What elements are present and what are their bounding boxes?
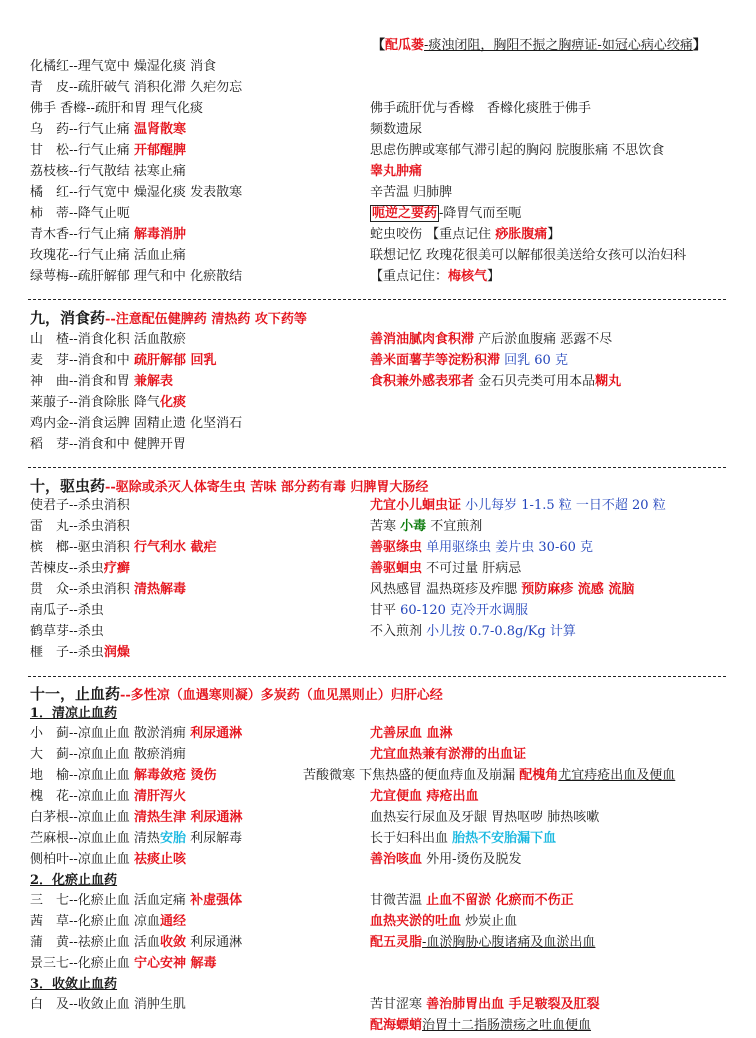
herb-row — [30, 622, 104, 642]
herb-effects: --行气散结 祛寒止痛 — [69, 164, 186, 179]
note-text: 甘平 — [370, 603, 401, 618]
herb-name: 神 曲 — [30, 374, 70, 389]
herb-row — [30, 267, 242, 287]
top-note — [372, 36, 706, 56]
qi-note-7 — [370, 225, 560, 245]
sec10-note-5 — [370, 580, 634, 600]
herb-effects: --杀虫 — [69, 561, 104, 576]
herb-row — [30, 99, 203, 119]
herb-row — [30, 643, 130, 663]
group-2-heading: 2．化瘀止血药 — [30, 873, 118, 888]
herb-effects: --收敛止血 消肿生肌 — [69, 997, 186, 1012]
herb-effects: --疏肝和胃 理气化痰 — [86, 101, 204, 116]
note-text: 不入煎剂 — [370, 624, 427, 639]
herb-row — [30, 850, 186, 870]
note-highlight: 善驱绦虫 — [370, 540, 423, 555]
herb-effects: 利尿通淋 — [185, 935, 243, 950]
note-highlight: 善消油腻肉食积滞 — [370, 332, 475, 347]
note-text: 思虑伤脾或寒郁气滞引起的胸闷 脘腹胀痛 不思饮食 — [370, 143, 665, 158]
note-text: 回乳 60 克 — [500, 353, 568, 368]
note-highlight: 善治肺胃出血 手足皲裂及肛裂 — [426, 997, 600, 1012]
sec11-note-6 — [370, 829, 556, 849]
herb-highlight: 祛痰止咳 — [133, 852, 186, 867]
note-highlight: 胎热不安胎漏下血 — [452, 831, 557, 846]
herb-effects: --凉血止血 — [69, 810, 134, 825]
herb-name: 青木香 — [30, 227, 70, 242]
sec9-note-2 — [370, 351, 568, 371]
herb-highlight: 清肝泻火 — [133, 789, 186, 804]
note-text: 风热感冒 温热斑疹及痄腮 — [370, 582, 522, 597]
note-text: 【重点记住： — [370, 269, 449, 284]
note-highlight: 血热夹淤的吐血 — [370, 914, 462, 929]
herb-effects: --凉血止血 — [69, 789, 134, 804]
qi-note-5 — [370, 183, 452, 203]
herb-name: 茜 草 — [30, 914, 70, 929]
herb-row — [30, 538, 216, 558]
bracket-close: 】 — [692, 38, 706, 53]
herb-row — [30, 933, 242, 953]
herb-highlight: 开郁醒脾 — [133, 143, 186, 158]
qi-note-2 — [370, 120, 422, 140]
note-highlight: 配五灵脂 — [370, 935, 423, 950]
herb-highlight: 化痰 — [159, 395, 186, 410]
note-highlight: 糊丸 — [595, 374, 622, 389]
herb-effects: --化瘀止血 — [69, 956, 134, 971]
note-text: 尤宜痔疮出血及便血 — [558, 768, 676, 783]
herb-effects: --行气止痛 — [69, 143, 134, 158]
note-text: 炒炭止血 — [461, 914, 518, 929]
herb-row — [30, 808, 242, 828]
sec9-note-1 — [370, 330, 612, 350]
herb-effects: --消食和中 健脾开胃 — [69, 437, 186, 452]
note-text: 血热妄行尿血及牙龈 胃热呕哕 肺热咳嗽 — [370, 810, 600, 825]
herb-effects: --行气止痛 活血止痛 — [69, 248, 186, 263]
note-text-blue: 60-120 克冷开水调服 — [400, 603, 529, 618]
sec11-note-2 — [370, 745, 526, 765]
section-title: 十，驱虫药 — [30, 477, 106, 495]
top-term: 配瓜蒌 — [385, 38, 425, 53]
herb-row — [30, 745, 186, 765]
note-highlight: 善米面薯芋等淀粉积滞 — [370, 353, 501, 368]
herb-highlight: 疏肝解郁 回乳 — [133, 353, 217, 368]
herb-effects: --消食和中 — [69, 353, 134, 368]
note-text: 治胃十二指肠溃疡之吐血便血 — [422, 1018, 592, 1033]
herb-effects: --疏肝解郁 理气和中 化瘀散结 — [69, 269, 243, 284]
herb-effects: --杀虫消积 — [69, 519, 130, 534]
herb-name: 化橘红 — [30, 59, 70, 74]
note-text-blue: 小儿按 0.7-0.8g/Kg 计算 — [426, 624, 576, 639]
sec10-note-6 — [370, 601, 528, 621]
herb-name: 槟 榔 — [30, 540, 70, 555]
herb-effects: --杀虫 — [69, 645, 104, 660]
sec11-note-8 — [370, 891, 574, 911]
herb-name: 白茅根 — [30, 810, 70, 825]
bracket-open: 【 — [372, 38, 386, 53]
qi-note-6 — [370, 204, 521, 224]
herb-name: 榧 子 — [30, 645, 70, 660]
qi-note-3 — [370, 141, 664, 161]
herb-name: 槐 花 — [30, 789, 70, 804]
herb-row — [30, 766, 216, 786]
herb-effects: 利尿解毒 — [185, 831, 243, 846]
herb-effects: --化瘀止血 凉血 — [69, 914, 160, 929]
herb-row — [30, 330, 186, 350]
herb-effects: --消食和胃 — [69, 374, 134, 389]
herb-effects: --凉血止血 散淤消痈 — [69, 726, 191, 741]
herb-name: 橘 红 — [30, 185, 70, 200]
sec11-note-1 — [370, 724, 453, 744]
herb-effects: --凉血止血 — [69, 768, 134, 783]
herb-row — [30, 496, 130, 516]
herb-highlight: 疗癣 — [103, 561, 130, 576]
sec10-note-7 — [370, 622, 576, 642]
divider — [28, 299, 726, 300]
sec10-note-3 — [370, 538, 593, 558]
note-highlight: 善治咳血 — [370, 852, 423, 867]
herb-name: 小 蓟 — [30, 726, 70, 741]
group-3-heading: 3．收敛止血药 — [30, 977, 118, 992]
herb-effects: --消食化积 活血散瘀 — [69, 332, 186, 347]
herb-row — [30, 141, 186, 161]
herb-highlight: 安胎 — [159, 831, 186, 846]
sec10-note-2 — [370, 517, 482, 537]
herb-effects: --消食除胀 降气 — [69, 395, 160, 410]
herb-name: 贯 众 — [30, 582, 70, 597]
herb-effects: --凉血止血 散瘀消痈 — [69, 747, 186, 762]
herb-name: 雷 丸 — [30, 519, 70, 534]
herb-effects: --理气宽中 燥湿化痰 消食 — [69, 59, 217, 74]
herb-name: 玫瑰花 — [30, 248, 70, 263]
herb-highlight: 行气利水 截疟 — [133, 540, 217, 555]
herb-name: 乌 药 — [30, 122, 70, 137]
herb-row — [30, 787, 186, 807]
herb-name: 稻 芽 — [30, 437, 70, 452]
sec11-note-11 — [370, 995, 600, 1015]
note-highlight: 尤宜便血 痔疮出血 — [370, 789, 479, 804]
herb-name: 三 七 — [30, 893, 70, 908]
herb-name: 侧柏叶 — [30, 852, 70, 867]
herb-highlight: 兼解表 — [133, 374, 173, 389]
note-text: 苦甘涩寒 — [370, 997, 427, 1012]
herb-row — [30, 829, 242, 849]
note-text: 金石贝壳类可用本品 — [474, 374, 596, 389]
note-text: 长于妇科出血 — [370, 831, 453, 846]
herb-highlight: 解毒敛疮 烫伤 — [133, 768, 217, 783]
note-highlight: 小毒 — [400, 519, 427, 534]
qi-note-9 — [370, 267, 500, 287]
top-rest: -痰浊闭阻，胸阳不振之胸痹证-如冠心病心绞痛 — [424, 38, 693, 53]
note-text: -降胃气而至呃 — [439, 206, 522, 221]
note-highlight: 尤善尿血 血淋 — [370, 726, 453, 741]
herb-name: 苦楝皮 — [30, 561, 70, 576]
herb-row — [30, 724, 242, 744]
herb-highlight: 通经 — [159, 914, 186, 929]
sec11-note-10 — [370, 933, 595, 953]
herb-name: 景三七 — [30, 956, 70, 971]
note-text: 蛇虫咬伤 【重点记住 — [370, 227, 496, 242]
herb-name: 南瓜子 — [30, 603, 70, 618]
qi-note-8 — [370, 246, 686, 266]
sec11-note-7 — [370, 850, 522, 870]
note-highlight: 止血不留淤 化瘀而不伤正 — [426, 893, 574, 908]
herb-effects: --行气止痛 — [69, 122, 134, 137]
note-text: 单用驱绦虫 姜片虫 30-60 克 — [422, 540, 594, 555]
herb-name: 柿 蒂 — [30, 206, 70, 221]
note-text: 】 — [487, 269, 501, 284]
note-highlight: 配槐角 — [519, 768, 559, 783]
note-text: -血淤胸胁心腹诸痛及血淤出血 — [422, 935, 596, 950]
herb-row — [30, 57, 216, 77]
herb-row — [30, 435, 186, 455]
herb-name: 青 皮 — [30, 80, 70, 95]
herb-effects: --杀虫 — [69, 603, 104, 618]
divider — [28, 467, 726, 468]
note-highlight: 配海螵蛸 — [370, 1018, 423, 1033]
herb-effects: --行气止痛 — [69, 227, 134, 242]
sec11-note-12 — [370, 1016, 591, 1036]
section-subtitle: --多性凉（血遇寒则凝）多炭药（血见黑则止）归肝心经 — [120, 688, 443, 703]
herb-row — [30, 162, 186, 182]
herb-highlight: 收敛 — [159, 935, 186, 950]
note-text: 睾丸肿痛 — [370, 164, 423, 179]
herb-row — [30, 912, 186, 932]
sec11-note-5 — [370, 808, 599, 828]
herb-row — [30, 351, 216, 371]
sec9-note-3 — [370, 372, 621, 392]
note-text: 外用-烫伤及脱发 — [422, 852, 522, 867]
note-text: 频数遗尿 — [370, 122, 423, 137]
note-text: 苦酸微寒 下焦热盛的便血痔血及崩漏 — [303, 768, 520, 783]
herb-effects: --化瘀止血 活血定痛 — [69, 893, 191, 908]
herb-name: 山 楂 — [30, 332, 70, 347]
herb-row — [30, 225, 186, 245]
herb-highlight: 解毒消肿 — [133, 227, 186, 242]
herb-name: 佛手 香橼 — [30, 101, 87, 116]
herb-highlight: 宁心安神 解毒 — [133, 956, 217, 971]
note-highlight: 食积兼外感表邪者 — [370, 374, 475, 389]
section-11-heading — [30, 684, 443, 706]
note-text: 】 — [547, 227, 561, 242]
divider — [28, 676, 726, 677]
note-text: 不宜煎剂 — [426, 519, 483, 534]
herb-name: 白 及 — [30, 997, 70, 1012]
herb-effects: --驱虫消积 — [69, 540, 134, 555]
qi-note-1 — [370, 99, 591, 119]
note-highlight: 预防麻疹 流感 流脑 — [521, 582, 635, 597]
herb-highlight: 润燥 — [103, 645, 130, 660]
section-10-heading — [30, 476, 428, 498]
section-title: 九，消食药 — [30, 309, 106, 327]
sec11-note-4 — [370, 787, 479, 807]
herb-highlight: 清热解毒 — [133, 582, 186, 597]
herb-name: 鸡内金 — [30, 416, 70, 431]
group-1-heading: 1．清凉止血药 — [30, 706, 118, 721]
herb-effects: --消食运脾 固精止遗 化坚消石 — [69, 416, 243, 431]
herb-row — [30, 559, 130, 579]
note-highlight: 痧胀腹痛 — [495, 227, 548, 242]
herb-row — [30, 995, 186, 1015]
herb-row — [30, 891, 242, 911]
note-text: 联想记忆 玫瑰花很美可以解郁很美送给女孩可以治妇科 — [370, 248, 687, 263]
herb-effects: --降气止呃 — [69, 206, 130, 221]
herb-row — [30, 372, 173, 392]
note-text: 苦寒 — [370, 519, 401, 534]
herb-row — [30, 204, 130, 224]
note-text: 甘微苦温 — [370, 893, 427, 908]
note-highlight: 善驱蛔虫 — [370, 561, 423, 576]
section-subtitle: --注意配伍健脾药 清热药 攻下药等 — [105, 312, 307, 327]
sec10-note-4 — [370, 559, 521, 579]
herb-name: 地 榆 — [30, 768, 70, 783]
section-title: 十一，止血药 — [30, 685, 121, 703]
herb-name: 蒲 黄 — [30, 935, 70, 950]
note-text: 辛苦温 归肺脾 — [370, 185, 453, 200]
herb-highlight: 温肾散寒 — [133, 122, 186, 137]
herb-name: 荔枝核 — [30, 164, 70, 179]
herb-row — [30, 580, 186, 600]
section-9-heading — [30, 308, 307, 330]
herb-name: 大 蓟 — [30, 747, 70, 762]
herb-effects: --凉血止血 清热 — [69, 831, 160, 846]
herb-name: 使君子 — [30, 498, 70, 513]
sec11-note-9 — [370, 912, 517, 932]
herb-effects: --杀虫消积 — [69, 498, 130, 513]
herb-row — [30, 246, 186, 266]
herb-name: 鹤草芽 — [30, 624, 70, 639]
herb-row — [30, 393, 186, 413]
section-subtitle: --驱除或杀灭人体寄生虫 苦味 部分药有毒 归脾胃大肠经 — [105, 480, 429, 495]
herb-row — [30, 954, 216, 974]
herb-highlight: 清热生津 利尿通淋 — [133, 810, 243, 825]
note-highlight: 尤宜小儿蛔虫证 — [370, 498, 462, 513]
herb-row — [30, 183, 242, 203]
note-highlight: 尤宜血热兼有淤滞的出血证 — [370, 747, 527, 762]
boxed-term: 呃逆之要药 — [372, 206, 438, 221]
herb-highlight: 补虚强体 — [190, 893, 243, 908]
qi-note-4 — [370, 162, 422, 182]
sec11-note-3 — [303, 766, 675, 786]
herb-row — [30, 120, 186, 140]
herb-effects: --杀虫 — [69, 624, 104, 639]
herb-effects: --行气宽中 燥湿化痰 发表散寒 — [69, 185, 243, 200]
herb-row — [30, 78, 242, 98]
herb-effects: --杀虫消积 — [69, 582, 134, 597]
herb-name: 绿萼梅 — [30, 269, 70, 284]
note-text: 不可过量 肝病忌 — [422, 561, 522, 576]
herb-highlight: 利尿通淋 — [190, 726, 243, 741]
note-text: 佛手疏肝优与香橼 香橼化痰胜于佛手 — [370, 101, 592, 116]
herb-effects: --凉血止血 — [69, 852, 134, 867]
note-text: 小儿每岁 1-1.5 粒 一日不超 20 粒 — [461, 498, 666, 513]
herb-row — [30, 517, 130, 537]
herb-name: 莱菔子 — [30, 395, 70, 410]
herb-row — [30, 601, 104, 621]
herb-row — [30, 414, 242, 434]
herb-name: 苎麻根 — [30, 831, 70, 846]
herb-name: 麦 芽 — [30, 353, 70, 368]
note-text: 产后淤血腹痛 恶露不尽 — [474, 332, 613, 347]
herb-effects: --疏肝破气 消积化滞 久疟勿忘 — [69, 80, 243, 95]
herb-name: 甘 松 — [30, 143, 70, 158]
sec10-note-1 — [370, 496, 666, 516]
note-highlight: 梅核气 — [448, 269, 488, 284]
herb-effects: --祛瘀止血 活血 — [69, 935, 160, 950]
